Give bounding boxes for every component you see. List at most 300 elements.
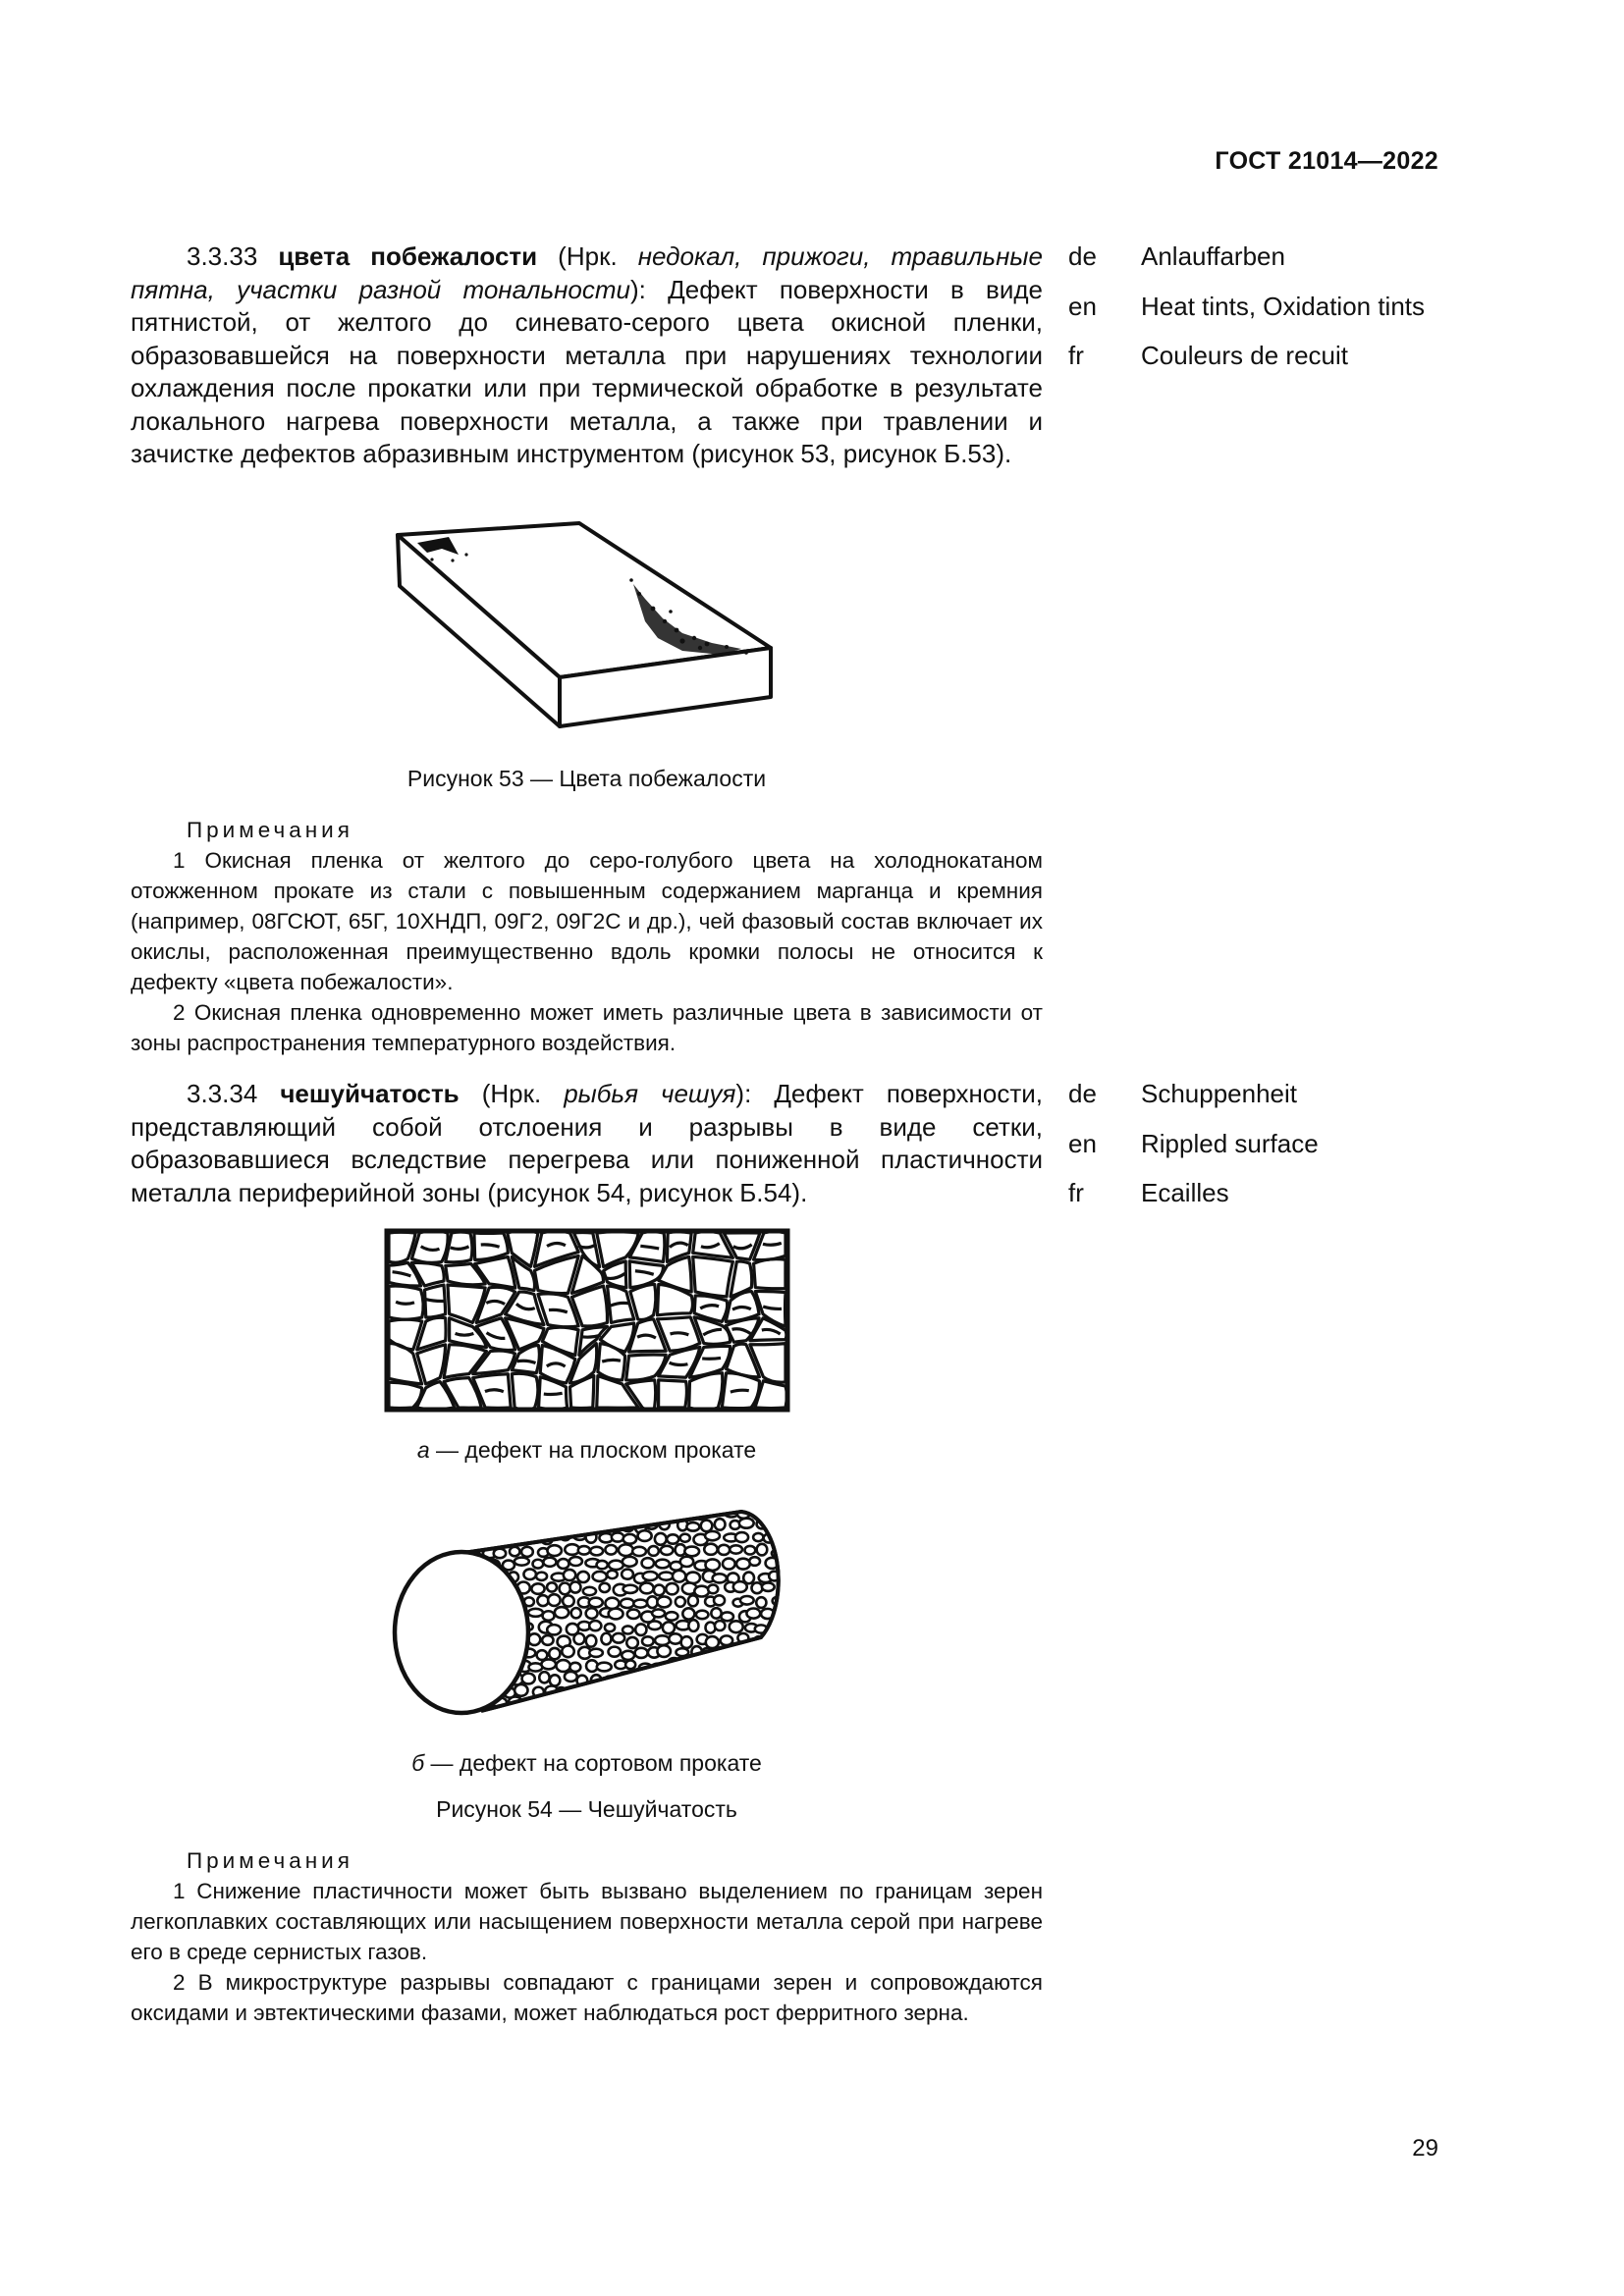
- scale-pebble: [539, 1672, 549, 1682]
- translation-fr: fr Couleurs de recuit: [1068, 341, 1348, 370]
- scale-pebble: [667, 1505, 677, 1516]
- scale-pebble: [714, 1595, 725, 1605]
- scale-pebble: [444, 1536, 459, 1545]
- scale-pebble: [631, 1500, 642, 1503]
- scale-pebble: [656, 1560, 670, 1569]
- scale-pebble: [793, 1610, 800, 1620]
- scale-pebble: [656, 1685, 666, 1695]
- scale-pebble: [688, 1620, 698, 1631]
- scale-pebble: [632, 1672, 645, 1682]
- scale-pebble: [749, 1557, 760, 1566]
- scale-crack: [582, 1335, 601, 1337]
- scale-pebble: [635, 1698, 646, 1709]
- scale-pebble: [560, 1582, 570, 1594]
- notes-title: Примечания: [187, 1848, 353, 1873]
- scale-pebble: [533, 1560, 544, 1569]
- scale-pebble: [715, 1519, 726, 1529]
- scale-pebble: [586, 1608, 598, 1619]
- scale-pebble: [439, 1500, 451, 1507]
- note-1: 1 Окисная пленка от желтого до серо-голубого цвета на холоднокатаном отожженном прокате из стали с повышенным содержанием марганца и кремния (например, 08ГСЮТ, 65Г, 10ХНДП, 09Г2, 09Г2С и др.), чей фазовый состав включает их окислы, расположенная преимущественно вдоль кромки полосы не относится к дефекту «цвета побежалости».: [131, 848, 1043, 994]
- scale-pebble: [487, 1507, 500, 1516]
- scale-pebble: [741, 1500, 752, 1505]
- scale-pebble: [734, 1662, 748, 1671]
- scale-pebble: [581, 1698, 593, 1708]
- scale-pebble: [666, 1612, 678, 1620]
- scale-pebble: [657, 1645, 671, 1657]
- scale-pebble: [723, 1559, 735, 1570]
- scale-pebble: [565, 1518, 578, 1528]
- scale-pebble: [623, 1626, 633, 1633]
- scale-pebble: [663, 1622, 675, 1633]
- scale-pebble: [777, 1634, 787, 1644]
- note-1: 1 Снижение пластичности может быть вызвано выделением по границам зерен легкоплавких составляющих или насыщением поверхности металла серой при нагреве его в среде сернистых газов.: [131, 1879, 1043, 1964]
- scale-pebble: [570, 1510, 583, 1519]
- term-synonyms: недокал, прижоги, травильные пятна, участки разной тональности: [131, 241, 1043, 304]
- scale-pebble: [519, 1531, 529, 1542]
- scale-pebble: [791, 1532, 800, 1541]
- scale-pebble: [539, 1522, 549, 1532]
- scale-pebble: [649, 1500, 661, 1507]
- scale-pebble: [731, 1701, 743, 1712]
- scale-pebble: [648, 1675, 661, 1686]
- scale-pebble: [756, 1647, 768, 1657]
- translation-en: en Heat tints, Oxidation tints: [1068, 291, 1426, 321]
- scale-pebble: [789, 1713, 800, 1723]
- scale-pebble: [629, 1507, 639, 1516]
- scale-pebble: [713, 1574, 727, 1582]
- scale-pebble: [692, 1712, 706, 1722]
- scale-pebble: [576, 1522, 587, 1530]
- scale-pebble: [765, 1634, 779, 1644]
- scale-pebble: [547, 1545, 562, 1556]
- scale-pebble: [774, 1675, 785, 1686]
- scale-pebble: [636, 1509, 651, 1518]
- scale-pebble: [571, 1711, 585, 1720]
- scale-pebble: [785, 1672, 800, 1683]
- term-definition-3-3-33: 3.3.33 цвета побежалости (Нрк. недокал, прижоги, травильные пятна, участки разной тональности): Дефект поверхности в виде пятнистой, от желтого до синевато-серого цвета окисной пленки, образовавшейся на поверхности металла при нарушениях технологии охлаждения после прокатки или при термической обработке в результате локального нагрева поверхности металла, а также при травлении и зачистке дефектов абразивным инструментом (рисунок 53, рисунок Б.53).: [131, 241, 1044, 468]
- scale-pebble: [761, 1507, 775, 1516]
- scale-pebble: [618, 1500, 628, 1508]
- scale-pebble: [744, 1546, 755, 1555]
- scale-pebble: [723, 1662, 733, 1674]
- scale-pebble: [586, 1635, 597, 1647]
- scale-pebble: [577, 1572, 589, 1582]
- scale-pebble: [782, 1547, 794, 1555]
- scale-pebble: [694, 1586, 709, 1597]
- scale-pebble: [544, 1715, 559, 1724]
- scale-pebble: [460, 1510, 474, 1520]
- scale-pebble: [601, 1633, 611, 1645]
- scale-pebble: [782, 1500, 792, 1507]
- scale-pebble: [522, 1500, 532, 1506]
- scale-pebble: [589, 1598, 603, 1608]
- scale-crack: [702, 1358, 721, 1359]
- scale-pebble: [792, 1663, 800, 1671]
- figure-54-caption: Рисунок 54 — Чешуйчатость: [436, 1796, 737, 1822]
- scale-pebble: [623, 1557, 637, 1567]
- scale-pebble: [625, 1661, 635, 1670]
- scale-pebble: [480, 1522, 495, 1531]
- scale-pebble: [586, 1688, 598, 1696]
- scale-pebble: [551, 1500, 565, 1502]
- scale-pebble: [730, 1621, 743, 1632]
- scale-pebble: [558, 1712, 568, 1723]
- scale-pebble: [635, 1648, 648, 1658]
- scale-pebble: [766, 1709, 777, 1720]
- scale-pebble: [783, 1622, 796, 1632]
- scale-pebble: [597, 1561, 608, 1569]
- scale-pebble: [590, 1547, 603, 1556]
- scale-pebble: [648, 1621, 661, 1629]
- scale-pebble: [680, 1557, 693, 1567]
- scale-pebble: [725, 1688, 736, 1697]
- scale-pebble: [650, 1700, 661, 1710]
- scale-pebble: [787, 1558, 800, 1569]
- scale-pebble: [571, 1608, 581, 1618]
- scale-pebble: [667, 1534, 678, 1543]
- scale-pebble: [579, 1500, 592, 1508]
- scale-pebble: [548, 1594, 561, 1606]
- scale-pebble: [674, 1676, 687, 1684]
- figure-54a-caption: а — дефект на плоском прокате: [416, 1437, 757, 1463]
- scale-pebble: [564, 1698, 576, 1707]
- scale-pebble: [521, 1547, 533, 1557]
- scale-pebble: [561, 1509, 572, 1519]
- term-definition-3-3-34: 3.3.34 чешуйчатость (Нрк. рыбья чешуя): Дефект поверхности, представляющий собой отслоения и разрывы в виде сетки, образовавшиеся вследствие перегрева или пониженной пластичности металла периферийной зоны (рисунок 54, рисунок Б.54).: [131, 1079, 1043, 1207]
- translations-3-3-33: [1068, 240, 1432, 373]
- scale-pebble: [712, 1671, 726, 1682]
- scale-pebble: [715, 1700, 728, 1708]
- scale-pebble: [760, 1675, 770, 1683]
- scale-pebble: [473, 1532, 484, 1541]
- scale-pebble: [762, 1582, 775, 1590]
- scale-pebble: [718, 1650, 729, 1658]
- scale-pebble: [695, 1686, 705, 1696]
- scale-pebble: [601, 1714, 614, 1725]
- scale-pebble: [727, 1673, 739, 1681]
- scale-pebble: [462, 1532, 472, 1541]
- notes-3-3-34: [131, 1845, 1043, 2028]
- scale-pebble: [788, 1636, 800, 1646]
- scale-pebble: [495, 1522, 509, 1530]
- scale-pebble: [490, 1535, 505, 1546]
- scale-pebble: [627, 1610, 640, 1619]
- scale-pebble: [736, 1559, 750, 1570]
- scale-pebble: [549, 1648, 560, 1659]
- scale-pebble: [677, 1500, 687, 1508]
- scale-pebble: [523, 1569, 535, 1579]
- scale-pebble: [673, 1571, 685, 1582]
- scale-pebble: [525, 1519, 537, 1529]
- scale-pebble: [775, 1686, 787, 1698]
- scale-pebble: [605, 1545, 617, 1555]
- term-name: цвета побежалости: [278, 241, 538, 271]
- scale-pebble: [501, 1711, 513, 1721]
- scale-pebble: [454, 1521, 466, 1529]
- scale-pebble: [697, 1661, 710, 1671]
- scale-pebble: [688, 1595, 698, 1606]
- scale-crack: [602, 1360, 621, 1362]
- scale-pebble: [705, 1531, 720, 1540]
- scale-pebble: [585, 1714, 600, 1722]
- scale-pebble: [686, 1522, 699, 1531]
- scale-pebble: [710, 1714, 720, 1723]
- scale-pebble: [652, 1609, 665, 1617]
- scale-pebble: [708, 1584, 718, 1593]
- note-2: 2 Окисная пленка одновременно может иметь различные цвета в зависимости от зоны распространения температурного воздействия.: [131, 1000, 1043, 1055]
- scale-pebble: [607, 1571, 617, 1578]
- scale-pebble: [730, 1545, 742, 1553]
- scale-pebble: [753, 1533, 763, 1541]
- scale-pebble: [498, 1500, 508, 1503]
- scale-pebble: [758, 1699, 769, 1709]
- scale-pebble: [595, 1698, 605, 1708]
- scale-pebble: [648, 1546, 659, 1556]
- scale-pebble: [655, 1635, 670, 1645]
- scale-pebble: [562, 1645, 573, 1657]
- scale-pebble: [652, 1507, 663, 1516]
- scale-pebble: [550, 1675, 561, 1685]
- scale-pebble: [597, 1663, 612, 1672]
- scale-pebble: [777, 1713, 789, 1724]
- scale-pebble: [736, 1685, 749, 1696]
- scale-pebble: [757, 1544, 768, 1556]
- scale-pebble: [751, 1685, 765, 1694]
- scale-crack: [763, 1243, 782, 1245]
- scale-pebble: [514, 1684, 527, 1696]
- scale-pebble: [696, 1611, 709, 1620]
- scale-pebble: [701, 1521, 713, 1532]
- scale-pebble: [654, 1585, 665, 1596]
- term-synonyms: рыбья чешуя: [564, 1079, 736, 1108]
- scale-pebble: [536, 1573, 547, 1580]
- scale-pebble: [756, 1597, 766, 1608]
- figure-54b-bar-drawing: [388, 1500, 800, 1726]
- scale-pebble: [750, 1661, 763, 1672]
- scale-pebble: [613, 1633, 624, 1643]
- scale-pebble: [578, 1546, 590, 1554]
- scale-pebble: [791, 1686, 800, 1697]
- scale-pebble: [516, 1712, 530, 1722]
- scale-pebble: [643, 1572, 658, 1580]
- scale-pebble: [534, 1700, 547, 1709]
- scale-pebble: [789, 1585, 800, 1593]
- scale-pebble: [663, 1699, 676, 1707]
- page-number: 29: [1412, 2135, 1438, 2162]
- scale-pebble: [680, 1534, 690, 1542]
- scale-pebble: [565, 1672, 577, 1682]
- scale-pebble: [442, 1523, 455, 1531]
- scale-pebble: [642, 1558, 654, 1568]
- figure-54a-flat-product-drawing: [383, 1227, 791, 1414]
- scale-pebble: [531, 1583, 544, 1593]
- scale-pebble: [740, 1596, 754, 1605]
- scale-pebble: [616, 1684, 625, 1695]
- scale-pebble: [718, 1545, 730, 1555]
- scale-pebble: [666, 1686, 679, 1697]
- scale-pebble: [619, 1544, 633, 1556]
- translations-3-3-34: [1068, 1078, 1432, 1210]
- translation-en: en Rippled surface: [1068, 1128, 1319, 1158]
- scale-pebble: [473, 1712, 486, 1724]
- scale-pebble: [448, 1509, 462, 1517]
- scale-pebble: [666, 1583, 678, 1594]
- scale-pebble: [612, 1532, 623, 1541]
- scale-pebble: [532, 1510, 543, 1520]
- scale-pebble: [514, 1558, 529, 1566]
- scale-pebble: [543, 1611, 555, 1621]
- scale-pebble: [741, 1700, 753, 1711]
- scale-pebble: [569, 1581, 580, 1592]
- scale-pebble: [622, 1651, 634, 1660]
- scale-pebble: [597, 1509, 610, 1520]
- scale-pebble: [614, 1506, 624, 1515]
- scale-pebble: [683, 1687, 695, 1698]
- scale-pebble: [701, 1697, 712, 1708]
- notes-title: Примечания: [187, 818, 353, 842]
- scale-pebble: [737, 1710, 749, 1720]
- scale-pebble: [626, 1637, 638, 1648]
- scale-pebble: [622, 1570, 633, 1579]
- scale-pebble: [569, 1557, 582, 1566]
- scale-pebble: [684, 1547, 699, 1557]
- scale-pebble: [775, 1506, 788, 1517]
- scale-pebble: [547, 1625, 561, 1634]
- scale-pebble: [771, 1650, 785, 1661]
- scale-pebble: [752, 1711, 763, 1719]
- scale-pebble: [469, 1523, 481, 1531]
- scale-pebble: [623, 1710, 637, 1722]
- scale-pebble: [682, 1608, 694, 1619]
- scale-pebble: [640, 1582, 654, 1593]
- scale-pebble: [608, 1500, 622, 1504]
- scale-pebble: [754, 1500, 768, 1502]
- scale-pebble: [510, 1547, 519, 1556]
- scale-pebble: [609, 1609, 623, 1620]
- scale-pebble: [563, 1595, 574, 1606]
- scale-pebble: [558, 1559, 569, 1569]
- scale-pebble: [589, 1621, 601, 1630]
- scale-pebble: [739, 1519, 754, 1528]
- scale-pebble: [682, 1507, 693, 1519]
- scale-pebble: [564, 1570, 575, 1580]
- scale-pebble: [655, 1533, 667, 1545]
- scale-pebble: [454, 1500, 467, 1508]
- scale-pebble: [733, 1581, 747, 1592]
- notes-3-3-33: [131, 815, 1043, 1058]
- scale-pebble: [609, 1561, 623, 1570]
- scale-pebble: [529, 1710, 539, 1722]
- scale-pebble: [705, 1559, 720, 1570]
- scale-pebble: [735, 1532, 748, 1542]
- scale-pebble: [661, 1500, 675, 1504]
- scale-pebble: [729, 1500, 743, 1507]
- scale-pebble: [780, 1557, 790, 1568]
- scale-pebble: [587, 1508, 599, 1516]
- term-name: чешуйчатость: [280, 1079, 460, 1108]
- scale-pebble: [544, 1507, 559, 1516]
- scale-pebble: [628, 1684, 642, 1694]
- scale-pebble: [659, 1573, 673, 1580]
- scale-pebble: [681, 1636, 692, 1648]
- scale-pebble: [589, 1500, 604, 1505]
- scale-pebble: [769, 1521, 782, 1531]
- scale-pebble: [506, 1534, 515, 1544]
- scale-pebble: [618, 1699, 631, 1710]
- scale-pebble: [512, 1500, 522, 1507]
- scale-pebble: [608, 1647, 621, 1657]
- scale-pebble: [549, 1698, 563, 1708]
- scale-pebble: [704, 1544, 717, 1555]
- scale-pebble: [792, 1509, 800, 1518]
- scale-pebble: [621, 1599, 634, 1608]
- scale-pebble: [687, 1674, 698, 1682]
- scale-pebble: [565, 1500, 579, 1503]
- scale-pebble: [600, 1583, 610, 1592]
- scale-pebble: [637, 1530, 651, 1541]
- scale-pebble: [706, 1636, 719, 1648]
- scale-pebble: [614, 1715, 627, 1723]
- scale-pebble: [707, 1688, 721, 1698]
- scale-pebble: [654, 1712, 667, 1724]
- scale-pebble: [517, 1510, 531, 1518]
- translation-de: de Schuppenheit: [1068, 1079, 1298, 1108]
- scale-pebble: [704, 1674, 716, 1684]
- scale-pebble: [740, 1674, 752, 1682]
- scale-pebble: [685, 1698, 699, 1708]
- scale-pebble: [623, 1534, 637, 1544]
- scale-pebble: [661, 1546, 674, 1555]
- scale-pebble: [522, 1674, 535, 1684]
- scale-pebble: [746, 1609, 760, 1619]
- scale-pebble: [715, 1621, 726, 1630]
- scale-pebble: [485, 1500, 497, 1503]
- scale-pebble: [741, 1651, 752, 1660]
- scale-pebble: [605, 1697, 615, 1707]
- scale-pebble: [785, 1700, 794, 1711]
- scale-pebble: [583, 1587, 596, 1595]
- scale-crack: [731, 1390, 749, 1392]
- scale-pebble: [549, 1522, 563, 1530]
- term-definition-text: Дефект поверхности в виде пятнистой, от желтого до синевато-серого цвета окисной пленки, образовавшейся на поверхности металла при нарушениях технологии охлаждения после прокатки или при термической обработке в результате локального нагрева поверхности металла, а также при травлении и зачистке дефектов абразивным инструментом (рисунок 53, рисунок Б.53).: [131, 274, 1044, 468]
- scale-pebble: [635, 1624, 646, 1635]
- scale-pebble: [569, 1663, 580, 1672]
- scale-pebble: [667, 1712, 680, 1722]
- scale-pebble: [662, 1675, 673, 1682]
- scale-pebble: [490, 1712, 504, 1721]
- scale-pebble: [556, 1660, 569, 1672]
- scale-pebble: [528, 1609, 543, 1617]
- scale-pebble: [605, 1624, 615, 1631]
- document-header: ГОСТ 21014—2022: [1215, 147, 1438, 175]
- figure-53-caption: Рисунок 53 — Цвета побежалости: [406, 766, 767, 791]
- scale-pebble: [470, 1500, 481, 1506]
- term-number: 3.3.34: [187, 1079, 258, 1108]
- scale-pebble: [679, 1662, 691, 1672]
- scale-pebble: [777, 1535, 788, 1546]
- scale-crack: [456, 1333, 474, 1335]
- scale-pebble: [598, 1685, 608, 1693]
- scale-pebble: [541, 1659, 556, 1669]
- scale-pebble: [701, 1500, 715, 1505]
- scale-pebble: [730, 1649, 739, 1657]
- scale-pebble: [505, 1510, 517, 1519]
- scale-pebble: [657, 1596, 671, 1607]
- scale-pebble: [715, 1500, 727, 1502]
- scale-pebble: [675, 1699, 688, 1710]
- scale-pebble: [676, 1597, 685, 1607]
- scale-pebble: [638, 1688, 651, 1697]
